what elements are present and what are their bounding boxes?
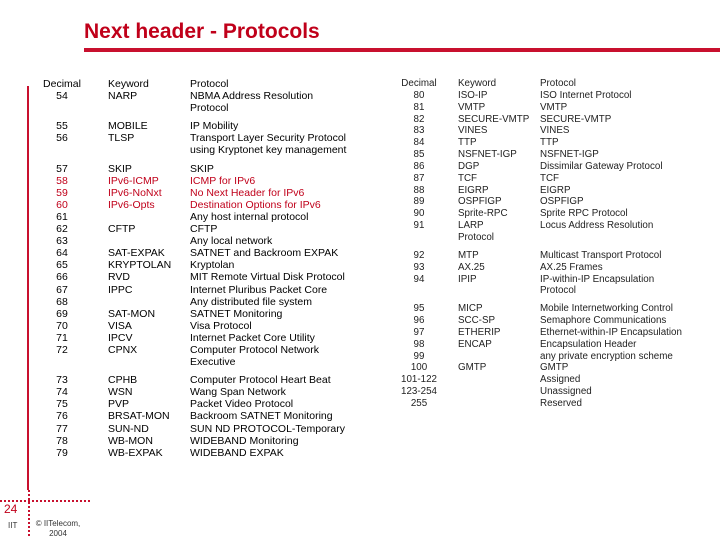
slide-title: Next header - Protocols: [84, 20, 320, 43]
cell-protocol: Transport Layer Security Protocol: [190, 132, 347, 145]
title-underline: [84, 48, 720, 52]
table-row: [30, 163, 390, 175]
cell-keyword: PVP: [108, 398, 130, 411]
cell-decimal: 92: [413, 249, 425, 261]
cell-protocol: Any distributed file system: [190, 295, 312, 308]
table-row: [392, 208, 720, 220]
table-row: [30, 423, 390, 435]
cell-decimal: 78: [56, 434, 68, 447]
table-row: [30, 320, 390, 332]
protocol-table-left: [30, 78, 390, 459]
table-row: [392, 303, 720, 315]
cell-keyword: IPv6-NoNxt: [108, 186, 162, 199]
table-row: [30, 120, 390, 132]
table-header: [30, 78, 390, 90]
table-row: [30, 374, 390, 386]
cell-decimal: 81: [413, 101, 425, 113]
cell-keyword: GMTP: [458, 362, 487, 374]
table-row: [30, 356, 390, 368]
cell-protocol: OSPFIGP: [540, 196, 584, 208]
cell-keyword: VISA: [108, 319, 132, 332]
cell-keyword: KRYPTOLAN: [108, 259, 172, 272]
cell-keyword: MOBILE: [108, 120, 148, 133]
table-row: [392, 327, 720, 339]
page-number: 24: [4, 502, 18, 516]
table-row: [30, 271, 390, 283]
cell-protocol: Multicast Transport Protocol: [540, 249, 662, 261]
institution-label: IIT: [8, 521, 18, 530]
cell-keyword: EIGRP: [458, 184, 489, 196]
cell-decimal: 79: [56, 446, 68, 459]
table-row: [30, 211, 390, 223]
cell-decimal: 57: [56, 162, 68, 175]
cell-protocol: SATNET Monitoring: [190, 307, 283, 320]
table-row: [392, 362, 720, 374]
header-protocol: Protocol: [540, 78, 576, 89]
cell-decimal: 94: [413, 273, 425, 285]
cell-protocol: Reserved: [540, 397, 582, 409]
cell-keyword: TCF: [458, 172, 478, 184]
cell-keyword: VINES: [458, 125, 488, 137]
cell-keyword: IPPC: [108, 283, 133, 296]
cell-keyword: SUN-ND: [108, 422, 149, 435]
table-row: [392, 173, 720, 185]
cell-decimal: 60: [56, 198, 68, 211]
cell-keyword: SAT-MON: [108, 307, 156, 320]
cell-keyword: TLSP: [108, 132, 135, 145]
cell-decimal: 80: [413, 89, 425, 101]
cell-keyword: LARP: [458, 220, 484, 232]
cell-keyword: ETHERIP: [458, 326, 501, 338]
header-decimal: Decimal: [43, 78, 81, 90]
cell-protocol: Encapsulation Header: [540, 338, 637, 350]
cell-decimal: 83: [413, 125, 425, 137]
cell-decimal: 68: [56, 295, 68, 308]
table-row: [392, 386, 720, 398]
cell-protocol: Kryptolan: [190, 259, 235, 272]
cell-decimal: 72: [56, 343, 68, 356]
cell-keyword: VMTP: [458, 101, 486, 113]
cell-decimal: 55: [56, 120, 68, 133]
cell-decimal: 123-254: [401, 386, 437, 398]
cell-keyword: IPv6-ICMP: [108, 174, 159, 187]
table-row: [392, 339, 720, 351]
cell-protocol: SUN ND PROTOCOL-Temporary: [190, 422, 345, 435]
cell-protocol: VMTP: [540, 101, 568, 113]
cell-decimal: 91: [413, 220, 425, 232]
cell-decimal: 62: [56, 223, 68, 236]
cell-decimal: 61: [56, 210, 68, 223]
cell-protocol: ICMP for IPv6: [190, 174, 256, 187]
cell-protocol: Semaphore Communications: [540, 315, 667, 327]
cell-keyword: BRSAT-MON: [108, 410, 170, 423]
table-row: [392, 196, 720, 208]
cell-protocol: GMTP: [540, 362, 569, 374]
cell-decimal: 69: [56, 307, 68, 320]
cell-decimal: 99: [413, 350, 425, 362]
protocol-table-right: [392, 78, 720, 410]
cell-keyword: WB-EXPAK: [108, 446, 163, 459]
cell-protocol: Wang Span Network: [190, 386, 286, 399]
cell-keyword: SAT-EXPAK: [108, 247, 165, 260]
cell-decimal: 71: [56, 331, 68, 344]
cell-keyword: WSN: [108, 386, 133, 399]
table-row: [392, 102, 720, 114]
table-row: [30, 187, 390, 199]
cell-keyword: IPv6-Opts: [108, 198, 155, 211]
cell-decimal: 56: [56, 132, 68, 145]
table-row: [392, 185, 720, 197]
cell-decimal: 84: [413, 137, 425, 149]
cell-keyword: WB-MON: [108, 434, 153, 447]
header-protocol: Protocol: [190, 78, 229, 90]
cell-decimal: 82: [413, 113, 425, 125]
cell-protocol: Any local network: [190, 235, 273, 248]
table-header: [392, 78, 720, 90]
table-row: [30, 175, 390, 187]
cell-protocol: Internet Pluribus Packet Core: [190, 283, 328, 296]
cell-keyword: CPHB: [108, 374, 138, 387]
cell-keyword: MICP: [458, 303, 483, 315]
cell-decimal: 70: [56, 319, 68, 332]
table-row: [392, 220, 720, 232]
cell-protocol: Computer Protocol Heart Beat: [190, 374, 331, 387]
cell-protocol: NSFNET-IGP: [540, 149, 599, 161]
table-row: [30, 308, 390, 320]
cell-protocol: TTP: [540, 137, 559, 149]
cell-decimal: 64: [56, 247, 68, 260]
cell-decimal: 95: [413, 303, 425, 315]
cell-protocol: Assigned: [540, 374, 581, 386]
table-row: [30, 102, 390, 114]
cell-protocol: AX.25 Frames: [540, 261, 603, 273]
cell-decimal: 87: [413, 172, 425, 184]
cell-protocol: Dissimilar Gateway Protocol: [540, 160, 663, 172]
cell-protocol: WIDEBAND EXPAK: [190, 446, 284, 459]
table-row: [392, 161, 720, 173]
cell-protocol: IP-within-IP Encapsulation: [540, 273, 655, 285]
table-row: [392, 315, 720, 327]
table-row: [392, 274, 720, 286]
cell-decimal: 93: [413, 261, 425, 273]
copyright-label: © IITelecom, 2004: [35, 519, 81, 538]
table-row: [30, 132, 390, 144]
cell-protocol: Sprite RPC Protocol: [540, 208, 628, 220]
header-decimal: Decimal: [401, 78, 437, 89]
cell-keyword: TTP: [458, 137, 477, 149]
cell-protocol: MIT Remote Virtual Disk Protocol: [190, 271, 345, 284]
table-row: [30, 296, 390, 308]
cell-keyword: ENCAP: [458, 338, 492, 350]
cell-keyword: SCC-SP: [458, 315, 496, 327]
table-row: [30, 199, 390, 211]
cell-protocol: No Next Header for IPv6: [190, 186, 305, 199]
cell-decimal: 255: [410, 397, 428, 409]
cell-decimal: 86: [413, 160, 425, 172]
cell-keyword: NARP: [108, 90, 138, 103]
cell-keyword: SKIP: [108, 162, 132, 175]
cell-protocol: Computer Protocol Network: [190, 343, 319, 356]
left-accent-line: [27, 86, 29, 490]
header-keyword: Keyword: [458, 78, 497, 89]
cell-keyword: IPIP: [458, 273, 477, 285]
cell-decimal: 76: [56, 410, 68, 423]
cell-protocol: Protocol: [190, 102, 229, 115]
cell-protocol: Backroom SATNET Monitoring: [190, 410, 333, 423]
cell-decimal: 98: [413, 338, 425, 350]
cell-protocol: Mobile Internetworking Control: [540, 303, 673, 315]
cell-keyword: CFTP: [108, 223, 136, 236]
cell-keyword: RVD: [108, 271, 130, 284]
cell-keyword: AX.25: [458, 261, 485, 273]
cell-protocol: Packet Video Protocol: [190, 398, 294, 411]
cell-protocol: EIGRP: [540, 184, 571, 196]
cell-decimal: 101-122: [401, 374, 437, 386]
cell-protocol: Unassigned: [540, 386, 592, 398]
cell-protocol: IP Mobility: [190, 120, 239, 133]
cell-protocol: WIDEBAND Monitoring: [190, 434, 299, 447]
header-keyword: Keyword: [108, 78, 149, 90]
cell-keyword: ISO-IP: [458, 89, 488, 101]
cell-protocol: Visa Protocol: [190, 319, 252, 332]
cell-decimal: 54: [56, 90, 68, 103]
table-row: [30, 90, 390, 102]
cell-protocol: Any host internal protocol: [190, 210, 309, 223]
table-row: [392, 374, 720, 386]
cell-decimal: 65: [56, 259, 68, 272]
table-row: [30, 410, 390, 422]
cell-protocol: Executive: [190, 356, 236, 369]
cell-protocol: Destination Options for IPv6: [190, 198, 321, 211]
cell-protocol: ISO Internet Protocol: [540, 89, 632, 101]
table-row: [392, 149, 720, 161]
table-row: [30, 398, 390, 410]
cell-decimal: 58: [56, 174, 68, 187]
table-row: [392, 232, 720, 244]
cell-decimal: 97: [413, 326, 425, 338]
cell-decimal: 63: [56, 235, 68, 248]
left-accent-dots: [28, 490, 30, 536]
table-row: [392, 285, 720, 297]
cell-decimal: 73: [56, 374, 68, 387]
cell-protocol: VINES: [540, 125, 570, 137]
table-row: [392, 262, 720, 274]
cell-decimal: 88: [413, 184, 425, 196]
cell-decimal: 75: [56, 398, 68, 411]
table-row: [392, 398, 720, 410]
cell-decimal: 100: [410, 362, 428, 374]
table-row: [392, 90, 720, 102]
cell-decimal: 77: [56, 422, 68, 435]
cell-keyword: Sprite-RPC: [458, 208, 508, 220]
cell-protocol: SKIP: [190, 162, 214, 175]
cell-protocol: Internet Packet Core Utility: [190, 331, 315, 344]
cell-decimal: 74: [56, 386, 68, 399]
table-row: [30, 144, 390, 156]
table-row: [30, 332, 390, 344]
cell-protocol: SATNET and Backroom EXPAK: [190, 247, 339, 260]
table-row: [30, 447, 390, 459]
cell-keyword: CPNX: [108, 343, 138, 356]
cell-decimal: 90: [413, 208, 425, 220]
table-row: [30, 247, 390, 259]
cell-decimal: 89: [413, 196, 425, 208]
table-row: [392, 137, 720, 149]
cell-decimal: 59: [56, 186, 68, 199]
table-row: [30, 259, 390, 271]
cell-protocol: using Kryptonet key management: [190, 144, 347, 157]
cell-protocol: NBMA Address Resolution: [190, 90, 314, 103]
table-row: [392, 114, 720, 126]
cell-protocol: Protocol: [540, 285, 576, 297]
table-row: [392, 250, 720, 262]
cell-protocol: Locus Address Resolution: [540, 220, 654, 232]
cell-protocol: TCF: [540, 172, 560, 184]
cell-keyword: NSFNET-IGP: [458, 149, 517, 161]
cell-keyword: OSPFIGP: [458, 196, 502, 208]
cell-decimal: 66: [56, 271, 68, 284]
table-row: [392, 125, 720, 137]
cell-decimal: 96: [413, 315, 425, 327]
table-row: [392, 351, 720, 363]
cell-decimal: 85: [413, 149, 425, 161]
cell-protocol: Ethernet-within-IP Encapsulation: [540, 326, 682, 338]
cell-protocol: any private encryption scheme: [540, 350, 673, 362]
cell-keyword: Protocol: [458, 231, 494, 243]
cell-keyword: MTP: [458, 249, 479, 261]
table-row: [30, 223, 390, 235]
table-row: [30, 435, 390, 447]
cell-protocol: CFTP: [190, 223, 218, 236]
cell-decimal: 67: [56, 283, 68, 296]
table-row: [30, 344, 390, 356]
cell-protocol: SECURE-VMTP: [540, 113, 612, 125]
table-row: [30, 235, 390, 247]
cell-keyword: DGP: [458, 160, 480, 172]
cell-keyword: SECURE-VMTP: [458, 113, 530, 125]
cell-keyword: IPCV: [108, 331, 133, 344]
table-row: [30, 386, 390, 398]
table-row: [30, 284, 390, 296]
